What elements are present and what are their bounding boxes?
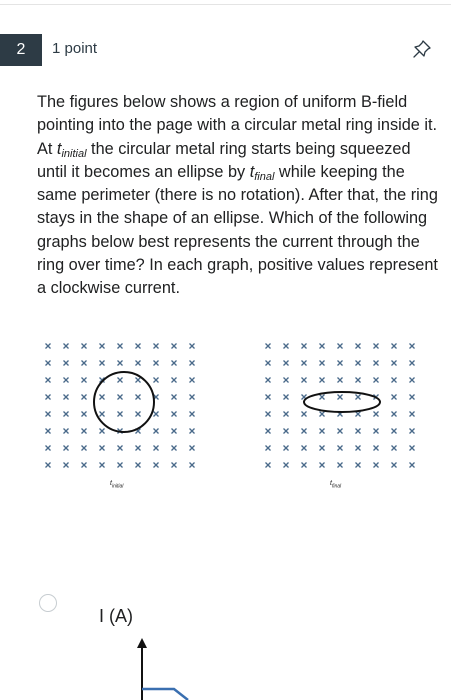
field-into-page-symbol [284, 463, 289, 468]
field-into-page-symbol [410, 463, 415, 468]
field-into-page-symbol [374, 463, 379, 468]
field-into-page-symbol [154, 446, 159, 451]
t-final-subscript: final [254, 170, 275, 183]
field-into-page-symbol [46, 395, 51, 400]
field-into-page-symbol [266, 446, 271, 451]
field-into-page-symbol [266, 429, 271, 434]
field-into-page-symbol [136, 378, 141, 383]
field-into-page-symbol [64, 412, 69, 417]
field-into-page-symbol [374, 378, 379, 383]
field-into-page-symbol [154, 361, 159, 366]
figure-initial-label: $t_{initial}$ [110, 480, 124, 490]
field-into-page-symbol [136, 344, 141, 349]
field-into-page-symbol [374, 412, 379, 417]
field-into-page-symbol [190, 344, 195, 349]
field-into-page-symbol [136, 446, 141, 451]
field-into-page-symbol [266, 361, 271, 366]
field-into-page-symbol [392, 378, 397, 383]
field-into-page-symbol [338, 446, 343, 451]
field-into-page-symbol [356, 429, 361, 434]
field-into-page-symbol [172, 446, 177, 451]
field-into-page-symbol [338, 378, 343, 383]
t-initial-subscript: initial [61, 147, 87, 160]
field-into-page-symbol [410, 395, 415, 400]
pin-icon[interactable] [411, 38, 433, 60]
field-into-page-symbol [136, 361, 141, 366]
field-into-page-symbol [118, 463, 123, 468]
field-into-page-symbol [82, 361, 87, 366]
field-into-page-symbol [320, 395, 325, 400]
field-into-page-symbol [190, 446, 195, 451]
field-into-page-symbol [190, 429, 195, 434]
top-divider [0, 4, 451, 5]
field-into-page-symbol [172, 412, 177, 417]
field-into-page-symbol [374, 429, 379, 434]
field-into-page-symbol [64, 395, 69, 400]
field-into-page-symbol [136, 463, 141, 468]
field-into-page-symbol [82, 463, 87, 468]
field-into-page-symbol [100, 429, 105, 434]
field-into-page-symbol [82, 429, 87, 434]
field-into-page-symbol [172, 429, 177, 434]
field-into-page-symbol [266, 463, 271, 468]
field-into-page-symbol [136, 395, 141, 400]
answer-option-1-radio[interactable] [39, 594, 57, 612]
circular-ring [94, 372, 154, 432]
field-into-page-symbol [410, 361, 415, 366]
field-into-page-symbol [46, 463, 51, 468]
field-into-page-symbol [356, 395, 361, 400]
field-into-page-symbol [410, 412, 415, 417]
field-into-page-symbol [284, 395, 289, 400]
field-into-page-symbol [46, 412, 51, 417]
answer-option-1-axis-label: I (A) [99, 606, 133, 626]
field-into-page-symbol [46, 446, 51, 451]
field-into-page-symbol [64, 446, 69, 451]
field-into-page-symbol [320, 344, 325, 349]
field-into-page-symbol [284, 344, 289, 349]
field-into-page-symbol [64, 361, 69, 366]
t-initial-symbol: t [56, 139, 62, 158]
field-into-page-symbol [100, 446, 105, 451]
field-into-page-symbol [190, 378, 195, 383]
field-into-page-symbol [284, 412, 289, 417]
field-into-page-symbol [154, 429, 159, 434]
field-into-page-symbol [172, 361, 177, 366]
figure-initial-ring [38, 336, 202, 472]
field-into-page-symbol [190, 463, 195, 468]
field-into-page-symbol [392, 344, 397, 349]
field-into-page-symbol [338, 429, 343, 434]
field-into-page-symbol [374, 361, 379, 366]
field-into-page-symbol [100, 361, 105, 366]
field-into-page-symbol [320, 446, 325, 451]
field-into-page-symbol [410, 446, 415, 451]
field-into-page-symbol [172, 395, 177, 400]
figure-final-ring [258, 336, 422, 472]
field-into-page-symbol [356, 361, 361, 366]
field-into-page-symbol [266, 344, 271, 349]
field-into-page-symbol [100, 395, 105, 400]
field-into-page-symbol [46, 361, 51, 366]
field-into-page-symbol [100, 412, 105, 417]
field-into-page-symbol [154, 412, 159, 417]
field-into-page-symbol [356, 463, 361, 468]
field-into-page-symbol [118, 361, 123, 366]
field-into-page-symbol [392, 412, 397, 417]
field-into-page-symbol [136, 412, 141, 417]
field-into-page-symbol [172, 378, 177, 383]
field-into-page-symbol [172, 463, 177, 468]
field-into-page-symbol [266, 412, 271, 417]
field-into-page-symbol [190, 395, 195, 400]
field-into-page-symbol [190, 361, 195, 366]
field-into-page-symbol [118, 412, 123, 417]
field-into-page-symbol [320, 412, 325, 417]
field-into-page-symbol [356, 344, 361, 349]
field-into-page-symbol [266, 378, 271, 383]
field-into-page-symbol [64, 463, 69, 468]
field-into-page-symbol [410, 378, 415, 383]
question-text: The figures below shows a region of uniform B-field pointing into the page with a circular metal ring inside it. At $t_{initial}$ the circular metal ring starts being squeezed until it becomes an ellipse by $t_{final}$ while keeping the same perimeter (there is no rotation). After that, the ring stays in the shape of an ellipse. Which of the following graphs below best represents the current through the ring over time? In each graph, positive values represent a clockwise current. [37, 93, 438, 298]
field-into-page-symbol [392, 395, 397, 400]
field-into-page-symbol [284, 378, 289, 383]
field-into-page-symbol [64, 429, 69, 434]
field-into-page-symbol [302, 412, 307, 417]
field-into-page-symbol [302, 361, 307, 366]
field-into-page-symbol [338, 361, 343, 366]
question-points: 1 point [52, 40, 98, 57]
field-into-page-symbol [82, 446, 87, 451]
answer-option-1-graph [120, 636, 210, 700]
field-into-page-symbol [82, 412, 87, 417]
field-into-page-symbol [374, 344, 379, 349]
field-into-page-symbol [302, 429, 307, 434]
field-into-page-symbol [118, 395, 123, 400]
field-into-page-symbol [356, 378, 361, 383]
field-into-page-symbol [284, 429, 289, 434]
field-into-page-symbol [356, 446, 361, 451]
field-into-page-symbol [172, 344, 177, 349]
field-into-page-symbol [64, 378, 69, 383]
field-into-page-symbol [392, 429, 397, 434]
field-into-page-symbol [338, 395, 343, 400]
field-into-page-symbol [320, 463, 325, 468]
field-into-page-symbol [46, 344, 51, 349]
field-into-page-symbol [82, 344, 87, 349]
figure-final-label: $t_{final}$ [330, 480, 342, 490]
field-into-page-symbol [338, 344, 343, 349]
field-into-page-symbol [100, 463, 105, 468]
field-into-page-symbol [154, 378, 159, 383]
field-into-page-symbol [284, 446, 289, 451]
field-into-page-symbol [64, 344, 69, 349]
t-final-symbol: t [249, 162, 255, 181]
field-into-page-symbol [392, 463, 397, 468]
question-number: 2 [0, 34, 42, 66]
field-into-page-symbol [46, 378, 51, 383]
field-into-page-symbol [392, 446, 397, 451]
field-into-page-symbol [302, 344, 307, 349]
field-into-page-symbol [374, 446, 379, 451]
field-into-page-symbol [190, 412, 195, 417]
field-into-page-symbol [410, 429, 415, 434]
field-into-page-symbol [82, 378, 87, 383]
field-into-page-symbol [284, 361, 289, 366]
field-into-page-symbol [320, 361, 325, 366]
field-into-page-symbol [320, 429, 325, 434]
field-into-page-symbol [320, 378, 325, 383]
field-into-page-symbol [118, 378, 123, 383]
field-into-page-symbol [46, 429, 51, 434]
field-into-page-symbol [154, 344, 159, 349]
field-into-page-symbol [302, 378, 307, 383]
field-into-page-symbol [154, 463, 159, 468]
field-into-page-symbol [302, 446, 307, 451]
field-into-page-symbol [392, 361, 397, 366]
field-into-page-symbol [338, 463, 343, 468]
field-into-page-symbol [266, 395, 271, 400]
field-into-page-symbol [82, 395, 87, 400]
field-into-page-symbol [118, 344, 123, 349]
field-into-page-symbol [410, 344, 415, 349]
field-into-page-symbol [118, 446, 123, 451]
field-into-page-symbol [100, 344, 105, 349]
field-into-page-symbol [302, 463, 307, 468]
